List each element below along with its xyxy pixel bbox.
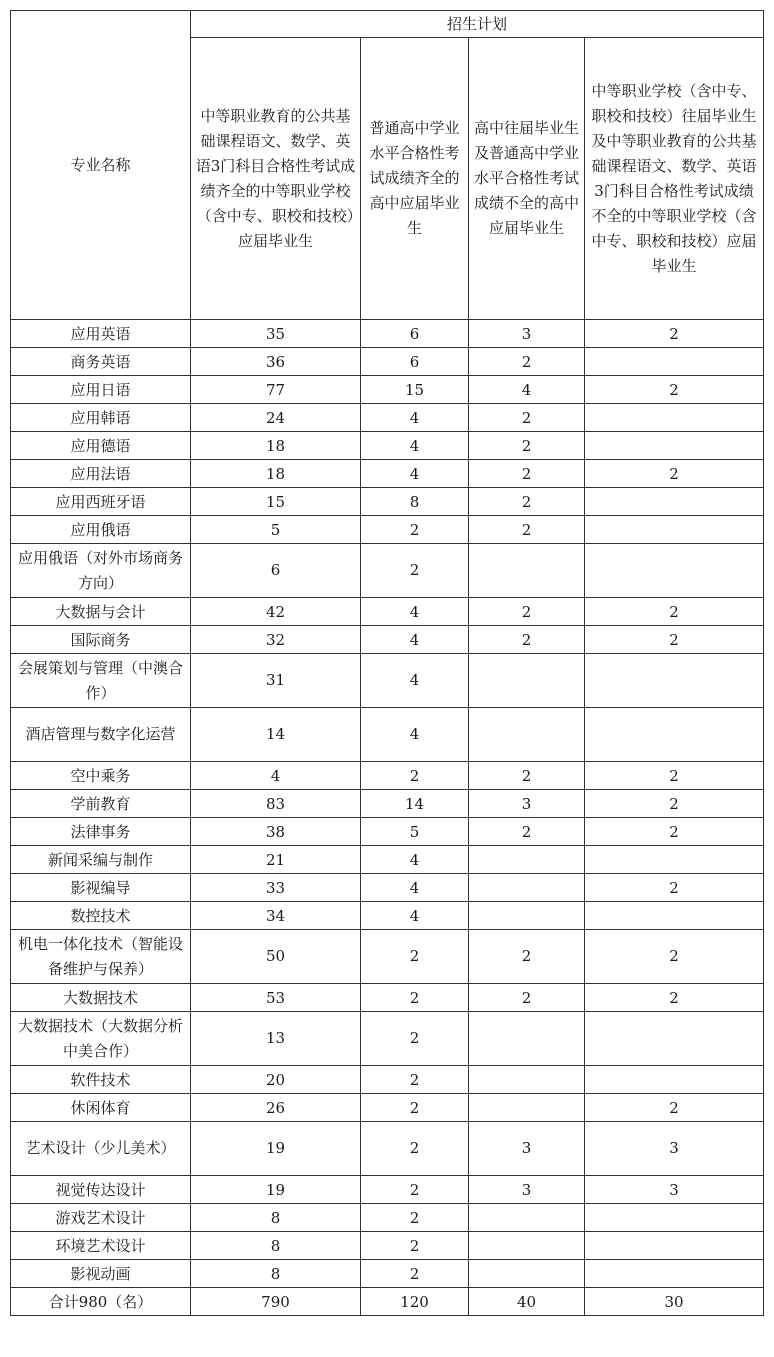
quota-cell-1: 38 [191,818,361,846]
quota-cell-1: 15 [191,488,361,516]
quota-cell-1: 8 [191,1204,361,1232]
total-row [11,1288,764,1316]
quota-cell-1: 33 [191,874,361,902]
quota-cell-4: 2 [585,818,764,846]
quota-cell-2: 14 [361,790,469,818]
table-row [11,1204,764,1232]
quota-cell-2: 4 [361,432,469,460]
quota-cell-4: 2 [585,762,764,790]
quota-cell-1: 31 [191,654,361,708]
quota-cell-3: 2 [469,460,585,488]
table-row [11,516,764,544]
quota-cell-1: 50 [191,930,361,984]
major-name-cell: 应用日语 [11,376,191,404]
quota-cell-1: 14 [191,708,361,762]
quota-cell-2: 4 [361,626,469,654]
quota-cell-2: 4 [361,874,469,902]
quota-cell-2: 4 [361,598,469,626]
table-row [11,1122,764,1176]
quota-cell-4: 2 [585,376,764,404]
major-name-cell: 商务英语 [11,348,191,376]
quota-cell-1: 18 [191,460,361,488]
major-name-cell: 数控技术 [11,902,191,930]
total-value-3: 40 [469,1288,585,1316]
quota-cell-1: 18 [191,432,361,460]
major-name-cell: 软件技术 [11,1066,191,1094]
table-row [11,598,764,626]
quota-cell-1: 77 [191,376,361,404]
table-row [11,460,764,488]
quota-cell-4: 3 [585,1122,764,1176]
quota-cell-4 [585,1232,764,1260]
table-row [11,930,764,984]
major-name-cell: 应用俄语（对外市场商务方向） [11,544,191,598]
quota-cell-4 [585,544,764,598]
quota-cell-4 [585,846,764,874]
quota-cell-1: 35 [191,320,361,348]
major-name-cell: 影视动画 [11,1260,191,1288]
quota-cell-3: 2 [469,984,585,1012]
quota-cell-1: 32 [191,626,361,654]
quota-cell-4 [585,404,764,432]
major-name-cell: 应用韩语 [11,404,191,432]
quota-cell-2: 4 [361,902,469,930]
major-name-cell: 机电一体化技术（智能设备维护与保养） [11,930,191,984]
quota-cell-1: 8 [191,1260,361,1288]
quota-cell-3 [469,1066,585,1094]
table-row [11,1232,764,1260]
major-name-cell: 环境艺术设计 [11,1232,191,1260]
major-name-cell: 大数据与会计 [11,598,191,626]
major-name-cell: 视觉传达设计 [11,1176,191,1204]
quota-cell-4: 2 [585,598,764,626]
quota-cell-2: 2 [361,1204,469,1232]
quota-cell-2: 2 [361,1012,469,1066]
enrollment-plan-table [10,10,764,1316]
quota-cell-1: 19 [191,1176,361,1204]
quota-cell-3: 2 [469,432,585,460]
quota-cell-4: 2 [585,626,764,654]
table-row [11,348,764,376]
quota-cell-4: 2 [585,320,764,348]
major-name-cell: 应用法语 [11,460,191,488]
table-row [11,984,764,1012]
quota-cell-1: 6 [191,544,361,598]
quota-cell-2: 4 [361,404,469,432]
quota-cell-2: 2 [361,1122,469,1176]
quota-cell-1: 5 [191,516,361,544]
quota-cell-2: 2 [361,762,469,790]
table-row [11,1176,764,1204]
quota-cell-2: 5 [361,818,469,846]
quota-cell-4 [585,1260,764,1288]
document-page [10,10,764,1316]
table-row [11,1066,764,1094]
quota-cell-1: 20 [191,1066,361,1094]
table-row [11,654,764,708]
quota-cell-2: 8 [361,488,469,516]
quota-cell-1: 4 [191,762,361,790]
table-row [11,626,764,654]
quota-cell-3 [469,544,585,598]
quota-cell-3 [469,1204,585,1232]
table-header [11,11,764,320]
quota-cell-1: 83 [191,790,361,818]
quota-cell-4 [585,1012,764,1066]
major-name-cell: 影视编导 [11,874,191,902]
table-row [11,762,764,790]
quota-cell-4 [585,432,764,460]
quota-cell-3 [469,846,585,874]
quota-cell-3: 3 [469,1122,585,1176]
table-row [11,432,764,460]
quota-cell-3 [469,1094,585,1122]
quota-cell-1: 34 [191,902,361,930]
quota-cell-2: 2 [361,516,469,544]
table-row [11,320,764,348]
major-name-cell: 大数据技术（大数据分析中美合作） [11,1012,191,1066]
major-name-cell: 艺术设计（少儿美术） [11,1122,191,1176]
major-name-cell: 会展策划与管理（中澳合作） [11,654,191,708]
major-name-cell: 应用英语 [11,320,191,348]
quota-cell-1: 26 [191,1094,361,1122]
quota-cell-4 [585,1066,764,1094]
quota-cell-1: 53 [191,984,361,1012]
quota-cell-4 [585,488,764,516]
major-name-cell: 休闲体育 [11,1094,191,1122]
quota-cell-2: 6 [361,320,469,348]
quota-cell-3 [469,708,585,762]
table-row [11,708,764,762]
quota-cell-1: 42 [191,598,361,626]
quota-cell-2: 4 [361,708,469,762]
quota-cell-3: 2 [469,348,585,376]
quota-cell-4: 2 [585,874,764,902]
quota-cell-2: 2 [361,1260,469,1288]
quota-cell-4: 3 [585,1176,764,1204]
table-body [11,320,764,1288]
quota-cell-3 [469,1232,585,1260]
major-name-cell: 空中乘务 [11,762,191,790]
quota-cell-3: 3 [469,1176,585,1204]
major-name-cell: 应用西班牙语 [11,488,191,516]
quota-cell-4 [585,348,764,376]
table-row [11,902,764,930]
quota-cell-3: 3 [469,320,585,348]
quota-cell-4: 2 [585,460,764,488]
quota-cell-4 [585,1204,764,1232]
major-name-cell: 酒店管理与数字化运营 [11,708,191,762]
quota-cell-3: 2 [469,818,585,846]
column-header-2: 普通高中学业水平合格性考试成绩齐全的高中应届毕业生 [361,38,469,320]
quota-cell-3 [469,874,585,902]
quota-cell-3 [469,902,585,930]
quota-cell-4: 2 [585,1094,764,1122]
quota-cell-3: 2 [469,404,585,432]
major-name-cell: 法律事务 [11,818,191,846]
major-name-cell: 应用德语 [11,432,191,460]
table-row [11,818,764,846]
quota-cell-4 [585,708,764,762]
quota-cell-1: 36 [191,348,361,376]
quota-cell-3 [469,1012,585,1066]
total-value-4: 30 [585,1288,764,1316]
quota-cell-2: 4 [361,460,469,488]
column-header-4: 中等职业学校（含中专、职校和技校）往届毕业生及中等职业教育的公共基础课程语文、数学、英语3门科目合格性考试成绩不全的中等职业学校（含中专、职校和技校）应届毕业生 [585,38,764,320]
major-name-cell: 国际商务 [11,626,191,654]
quota-cell-1: 8 [191,1232,361,1260]
quota-cell-4 [585,902,764,930]
quota-cell-3 [469,654,585,708]
major-column-header: 专业名称 [11,11,191,320]
quota-cell-3 [469,1260,585,1288]
quota-cell-2: 6 [361,348,469,376]
column-header-1: 中等职业教育的公共基础课程语文、数学、英语3门科目合格性考试成绩齐全的中等职业学校（含中专、职校和技校）应届毕业生 [191,38,361,320]
quota-cell-4 [585,654,764,708]
quota-cell-3: 4 [469,376,585,404]
quota-cell-1: 13 [191,1012,361,1066]
table-row [11,1260,764,1288]
major-name-cell: 学前教育 [11,790,191,818]
quota-cell-2: 2 [361,984,469,1012]
table-row [11,790,764,818]
quota-cell-3: 2 [469,930,585,984]
major-name-cell: 大数据技术 [11,984,191,1012]
quota-cell-2: 2 [361,1094,469,1122]
major-name-cell: 应用俄语 [11,516,191,544]
quota-cell-2: 4 [361,846,469,874]
quota-cell-2: 2 [361,544,469,598]
table-row [11,376,764,404]
quota-cell-4 [585,516,764,544]
table-row [11,874,764,902]
quota-cell-3: 2 [469,762,585,790]
total-value-2: 120 [361,1288,469,1316]
quota-cell-3: 2 [469,516,585,544]
quota-cell-4: 2 [585,790,764,818]
quota-cell-1: 19 [191,1122,361,1176]
quota-cell-4: 2 [585,930,764,984]
table-row [11,846,764,874]
quota-cell-3: 2 [469,488,585,516]
major-name-cell: 游戏艺术设计 [11,1204,191,1232]
column-header-3: 高中往届毕业生及普通高中学业水平合格性考试成绩不全的高中应届毕业生 [469,38,585,320]
table-row [11,1094,764,1122]
quota-cell-3: 3 [469,790,585,818]
quota-cell-1: 24 [191,404,361,432]
table-row [11,1012,764,1066]
enrollment-plan-group-header: 招生计划 [191,11,764,38]
table-row [11,544,764,598]
table-row [11,404,764,432]
quota-cell-2: 2 [361,1066,469,1094]
quota-cell-1: 21 [191,846,361,874]
quota-cell-2: 2 [361,1176,469,1204]
total-value-1: 790 [191,1288,361,1316]
quota-cell-2: 2 [361,1232,469,1260]
quota-cell-2: 15 [361,376,469,404]
quota-cell-2: 4 [361,654,469,708]
quota-cell-3: 2 [469,598,585,626]
major-name-cell: 新闻采编与制作 [11,846,191,874]
quota-cell-4: 2 [585,984,764,1012]
quota-cell-3: 2 [469,626,585,654]
total-label: 合计980（名） [11,1288,191,1316]
table-row [11,488,764,516]
table-footer [11,1288,764,1316]
quota-cell-2: 2 [361,930,469,984]
